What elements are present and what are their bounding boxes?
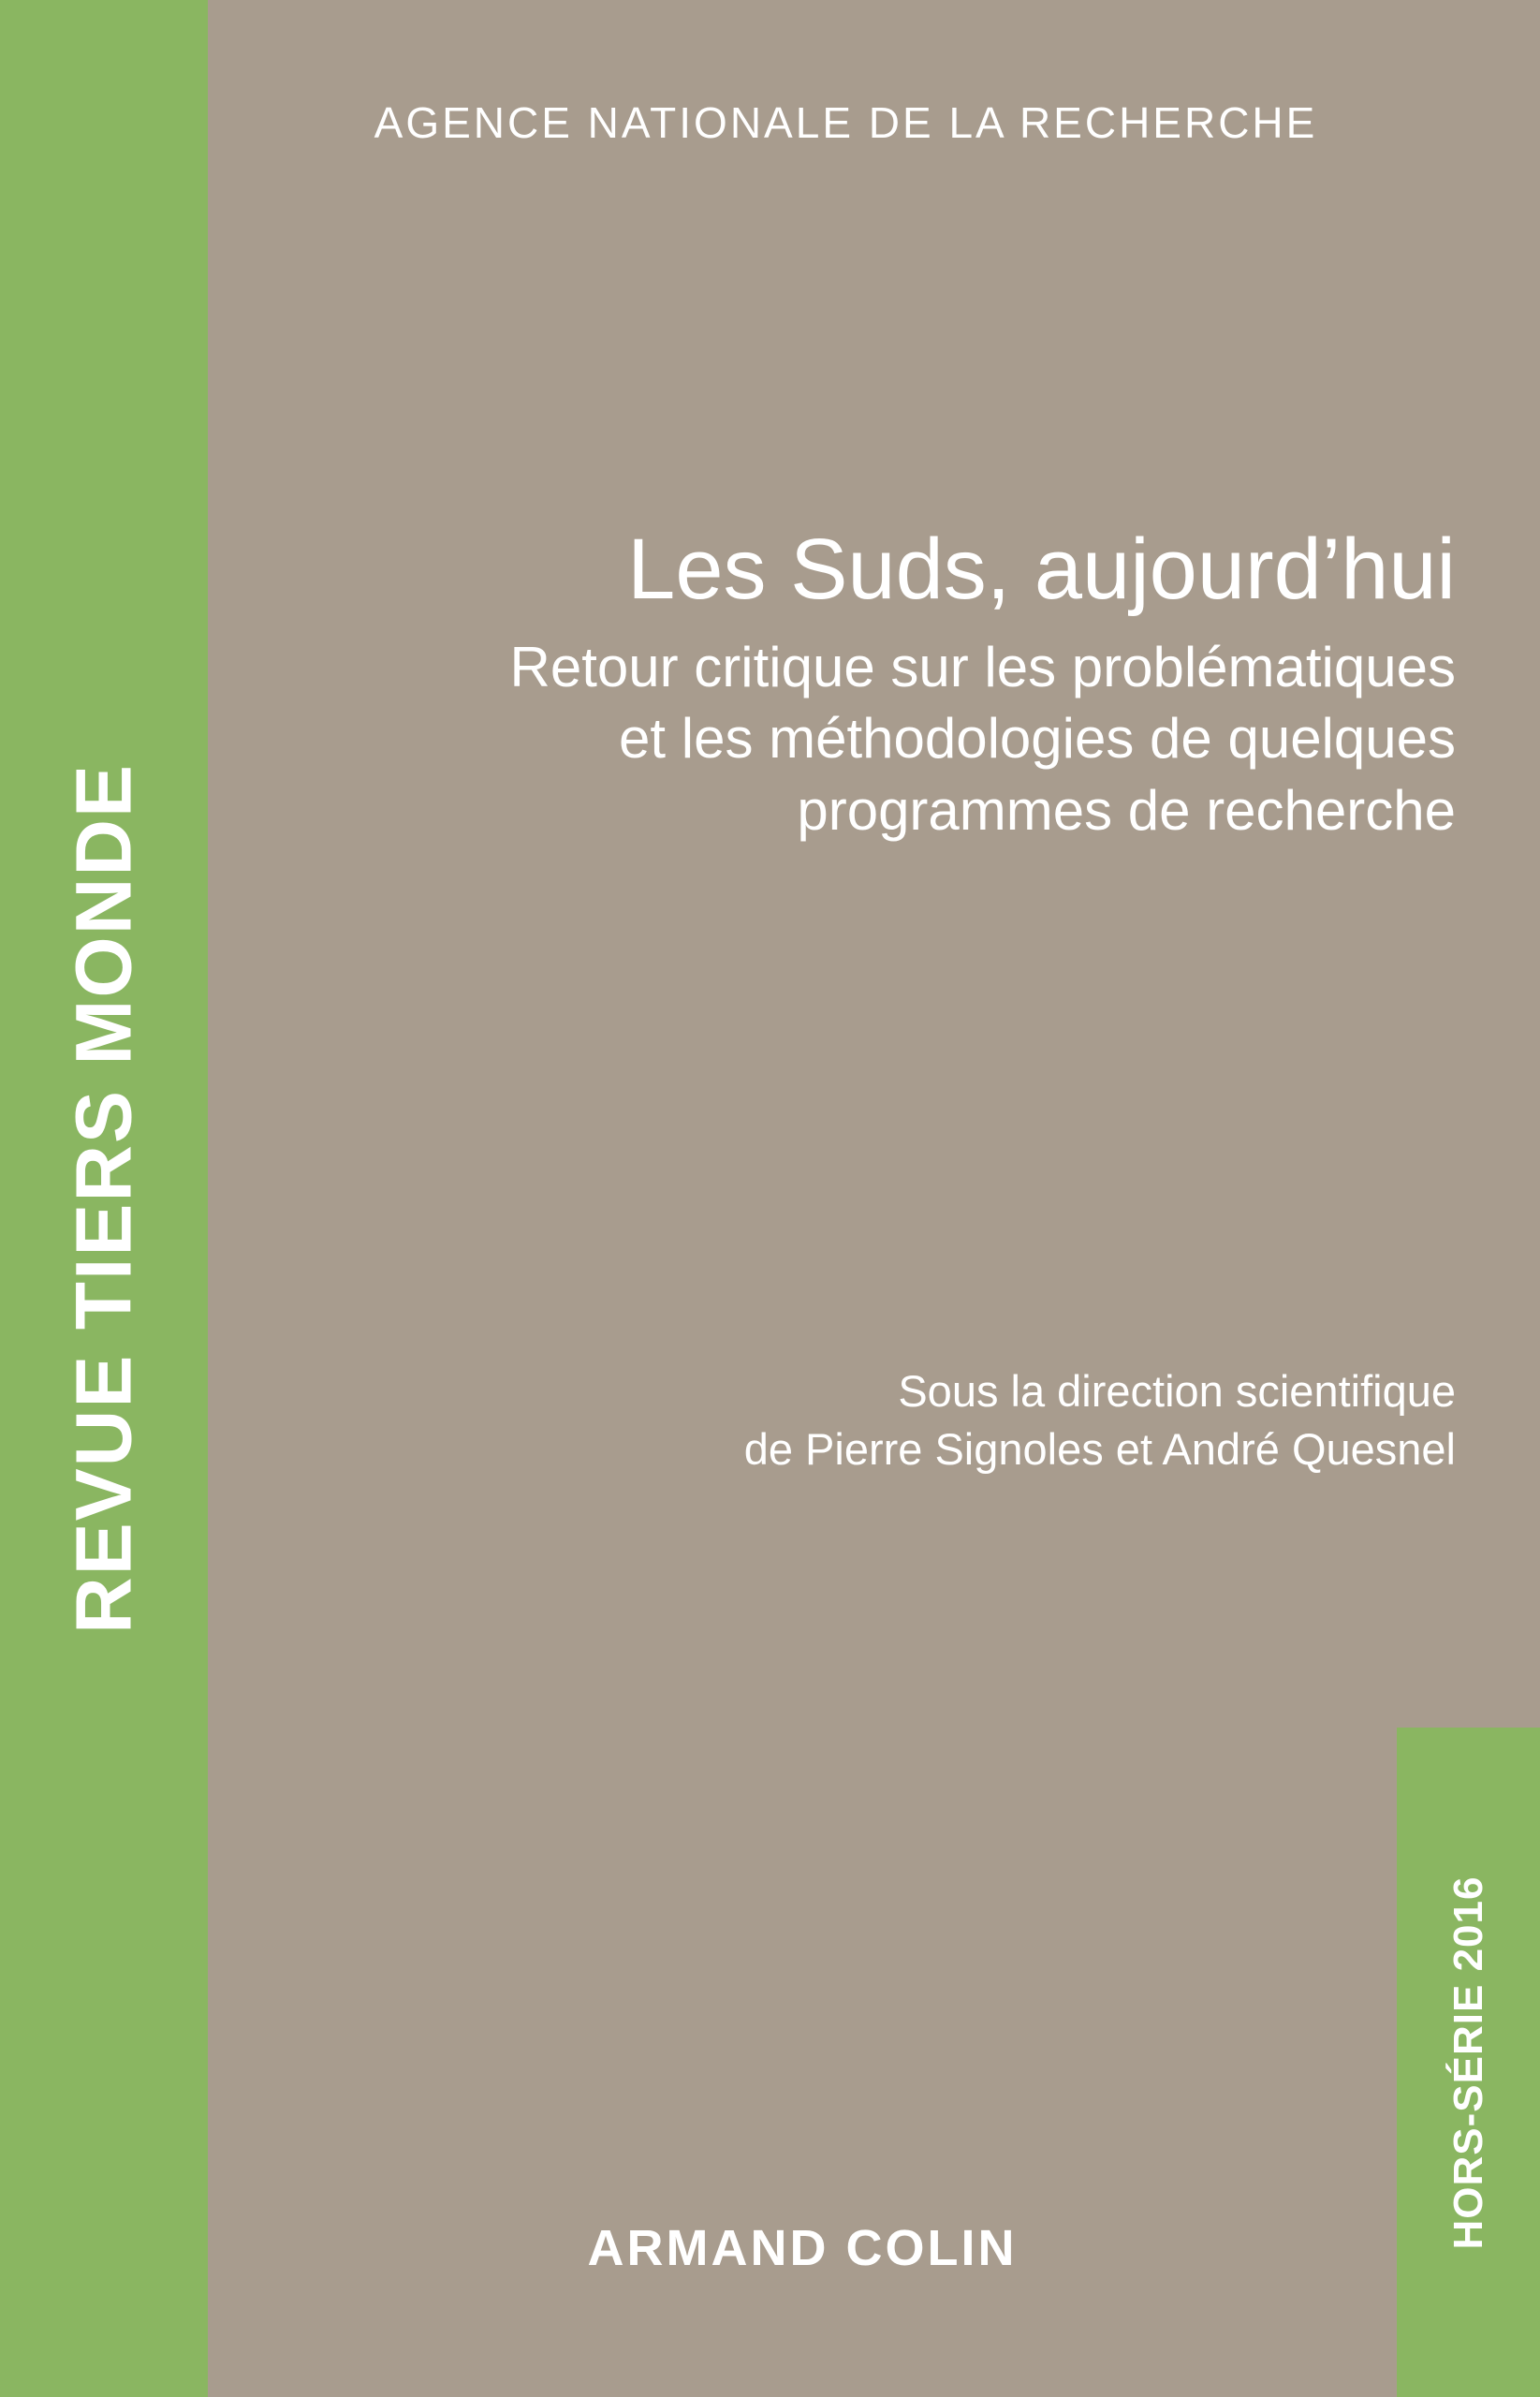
subtitle-line: Retour critique sur les problématiques	[509, 635, 1456, 699]
journal-title-vertical	[0, 0, 208, 2397]
agency-line: AGENCE NATIONALE DE LA RECHERCHE	[374, 98, 1318, 147]
title-block	[225, 524, 1456, 847]
subtitle-line: et les méthodologies de quelques	[619, 707, 1456, 771]
subtitle	[225, 632, 1456, 847]
page-title: Les Suds, aujourd’hui	[627, 522, 1456, 617]
series-label: HORS-SÉRIE 2016	[1445, 1875, 1491, 2249]
journal-title-text: REVUE TIERS MONDE	[59, 762, 148, 1635]
credit-line: de Pierre Signoles et André Quesnel	[743, 1424, 1456, 1475]
subtitle-line: programmes de recherche	[797, 779, 1456, 843]
credit-line: Sous la direction scientifique	[898, 1366, 1456, 1416]
series-badge	[1397, 1728, 1540, 2397]
publisher-logo: ARMAND COLIN	[587, 2220, 1018, 2276]
editors-credit	[281, 1362, 1456, 1478]
